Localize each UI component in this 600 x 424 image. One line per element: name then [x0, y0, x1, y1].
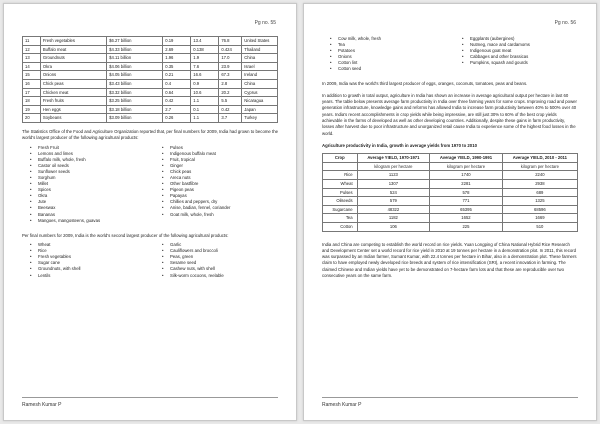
- table-cell: 1669: [502, 214, 577, 223]
- table-cell: 1.1: [191, 114, 219, 123]
- table-cell: Onions: [40, 71, 106, 80]
- list-item: • Cauliflowers and broccoli: [162, 248, 278, 254]
- table-cell: $4.33 billion: [107, 45, 163, 54]
- table-cell: Groundnuts: [40, 54, 106, 63]
- list-item: • Bananas: [30, 212, 146, 218]
- table-cell: 0.9: [191, 79, 219, 88]
- table-cell: 76.8: [219, 37, 242, 46]
- table-cell: 0.64: [163, 88, 191, 97]
- table-cell: 20: [23, 114, 41, 123]
- paragraph-productivity: In addition to growth in total output, agriculture in India has shown an increase in average agricultural output per hectare in last 60 years. The table below presents average farm productivity in India over three farming years for some crops. Improving road and power generation infrastructure, knowledge gains and reforms has allowed India to increase farm productivity between 40% to 500% over 40 years. India's recent accomplishments in crop yields while being impressive, are still just 30% to 60% of the best crop yields achievable in the farms of developed as well as other developing countries. Additionally, despite these gains in farm productivity, losses after harvest due to poor infrastructure and unorganized retail cause India to experience some of the highest food losses in the world.: [322, 92, 577, 136]
- right-page-content: [322, 36, 578, 279]
- table-row: [323, 188, 578, 197]
- table-row: [323, 222, 578, 231]
- table-cell: Nicaragua: [242, 97, 278, 106]
- table-cell: $3.32 billion: [107, 88, 163, 97]
- table-cell: 225: [430, 222, 503, 231]
- table-cell: 17.0: [219, 54, 242, 63]
- table-cell: 106: [357, 222, 430, 231]
- table-cell: 68596: [502, 205, 577, 214]
- table-row: [323, 180, 578, 189]
- table-row: [323, 171, 578, 180]
- table-cell: 524: [357, 188, 430, 197]
- table-cell: Tea: [323, 214, 358, 223]
- table-cell: Wheat: [323, 180, 358, 189]
- table-cell: Japan: [242, 105, 278, 114]
- table-cell: 578: [430, 188, 503, 197]
- table-cell: Pulses: [323, 188, 358, 197]
- table-cell: 3.7: [219, 114, 242, 123]
- yield-table-unit: kilogram per hectare: [502, 162, 577, 171]
- table-cell: 10.6: [191, 88, 219, 97]
- table-cell: 7.6: [191, 62, 219, 71]
- table-cell: Chicken meat: [40, 88, 106, 97]
- table-cell: 1652: [430, 214, 503, 223]
- list-item: • Lentils: [30, 273, 146, 279]
- list-item: • Wheat: [30, 242, 146, 248]
- table-cell: 65395: [430, 205, 503, 214]
- table-row: [23, 62, 278, 71]
- yield-table-header: Average YIELD, 2010 - 2011: [502, 154, 577, 163]
- yield-table-unit: kilogram per hectare: [430, 162, 503, 171]
- yield-table-header: Crop: [323, 154, 358, 163]
- table-row: [23, 37, 278, 46]
- table-cell: 1307: [357, 180, 430, 189]
- table-cell: Cyprus: [242, 88, 278, 97]
- table-cell: 0.4: [163, 79, 191, 88]
- paragraph-rice-record: India and China are competing to establish the world record on rice yields. Yuan Longping of China National Hybrid Rice Research and Development Center set a world record for rice yield in 2010 at 19 tonnes per hectare in a demonstration plot. In 2011, this record was surpassed by an Indian farmer, Sumant Kumar, with 22.4 tonnes per hectare in Bihar, also in a demonstration plot. These farmers claim to have employed newly developed rice breeds and system of rice intensification (SRI), a recent innovation in farming. The claimed Chinese and Indian yields have yet to be demonstrated on 7-hectare farm lots and that these are reproducible over two consecutive years on the same farm.: [322, 241, 577, 279]
- table-cell: Rice: [323, 171, 358, 180]
- list-item: • Cotton seed: [330, 66, 446, 72]
- table-cell: Hen eggs: [40, 105, 106, 114]
- list-item: • Peas, green: [162, 254, 278, 260]
- table-row: [23, 105, 278, 114]
- left-page: [3, 3, 297, 421]
- list-item: • Ginger: [162, 163, 278, 169]
- list-item: • Chick peas: [162, 169, 278, 175]
- table-row: [23, 97, 278, 106]
- table-cell: $4.06 billion: [107, 62, 163, 71]
- table-row: [23, 88, 278, 97]
- table-cell: Turkey: [242, 114, 278, 123]
- list-item: • Pulses: [162, 145, 278, 151]
- table-cell: 1182: [357, 214, 430, 223]
- list-item: • Sesame seed: [162, 260, 278, 266]
- list-item: • Nutmeg, mace and cardamoms: [462, 42, 578, 48]
- list-item: • Castor oil seeds: [30, 163, 146, 169]
- table-cell: 0.1: [191, 105, 219, 114]
- list-item: • Potatoes: [330, 48, 446, 54]
- list-item: • Other bastfibre: [162, 181, 278, 187]
- list-item: • Papayas: [162, 193, 278, 199]
- table-row: [23, 45, 278, 54]
- table-cell: 15: [23, 71, 41, 80]
- table-cell: 48322: [357, 205, 430, 214]
- page-footer: Ramesh Kumar P: [22, 402, 62, 408]
- list-item: • Groundnuts, with shell: [30, 266, 146, 272]
- table-cell: 67.3: [219, 71, 242, 80]
- table-cell: 19: [23, 105, 41, 114]
- table-cell: 2.69: [163, 45, 191, 54]
- table-cell: Ireland: [242, 71, 278, 80]
- table-row: [323, 205, 578, 214]
- second-largest-list-continued: [322, 36, 578, 73]
- table-cell: 13.4: [191, 37, 219, 46]
- list-item: • Cashew nuts, with shell: [162, 266, 278, 272]
- table-cell: 0.26: [163, 114, 191, 123]
- table-row: [323, 197, 578, 206]
- table-cell: 2240: [502, 171, 577, 180]
- list-item: • Chillies and peppers, dry: [162, 199, 278, 205]
- page-number: Pg no. 56: [554, 20, 576, 26]
- table-row: [23, 114, 278, 123]
- list-item: • Cow milk, whole, fresh: [330, 36, 446, 42]
- table-cell: $6.27 billion: [107, 37, 163, 46]
- yield-table-header: Average YIELD, 1990-1991: [430, 154, 503, 163]
- yield-table-header: Average YIELD, 1970-1971: [357, 154, 430, 163]
- table-cell: 16.6: [191, 71, 219, 80]
- list-item: • Millet: [30, 181, 146, 187]
- table-cell: 1123: [357, 171, 430, 180]
- footer-divider: [22, 397, 278, 398]
- list-item: • Onions: [330, 54, 446, 60]
- list-item: • Cotton lint: [330, 60, 446, 66]
- table-cell: Cotton: [323, 222, 358, 231]
- list-item: • Okra: [30, 193, 146, 199]
- page-number: Pg no. 55: [254, 20, 276, 26]
- table-cell: $4.11 billion: [107, 54, 163, 63]
- list-item: • Indigenous goat meat: [462, 48, 578, 54]
- table-cell: $3.18 billion: [107, 105, 163, 114]
- list-item: • Sunflower seeds: [30, 169, 146, 175]
- list-item: • Jute: [30, 199, 146, 205]
- list-item: • Rice: [30, 248, 146, 254]
- table-cell: Israel: [242, 62, 278, 71]
- table-cell: Thailand: [242, 45, 278, 54]
- list-item: • Silk-worm cocoons, reelable: [162, 273, 278, 279]
- table-cell: Fresh vegetables: [40, 37, 106, 46]
- largest-producer-list: [22, 145, 278, 224]
- table-cell: $3.25 billion: [107, 97, 163, 106]
- table-cell: China: [242, 79, 278, 88]
- list-item: • Spices: [30, 187, 146, 193]
- list-item: • Garlic: [162, 242, 278, 248]
- second-largest-list: [22, 242, 278, 279]
- list-item: • Fresh vegetables: [30, 254, 146, 260]
- table-row: [23, 71, 278, 80]
- list-item: • Cabbages and other brassicas: [462, 54, 578, 60]
- table-cell: 1740: [430, 171, 503, 180]
- table-cell: 0.138: [191, 45, 219, 54]
- paragraph-second-largest: Per final numbers for 2009, India is the world's second largest producer of the following agricultural products:: [22, 232, 229, 238]
- list-item: • Fresh Fruit: [30, 145, 146, 151]
- table-cell: 2.7: [163, 105, 191, 114]
- table-cell: Okra: [40, 62, 106, 71]
- list-item: • Tea: [330, 42, 446, 48]
- table-cell: 2281: [430, 180, 503, 189]
- table-row: [23, 79, 278, 88]
- left-page-content: [22, 36, 278, 279]
- list-item: • Pigeon peas: [162, 187, 278, 193]
- table-cell: China: [242, 54, 278, 63]
- list-item: • Fruit, tropical: [162, 157, 278, 163]
- table-cell: 0.19: [163, 37, 191, 46]
- yield-table-units-row: [323, 162, 578, 171]
- table-cell: 11: [23, 37, 41, 46]
- table-cell: 579: [357, 197, 430, 206]
- table-cell: 1.9: [191, 54, 219, 63]
- list-item: • Goat milk, whole, fresh: [162, 212, 278, 218]
- yield-table-unit: [323, 162, 358, 171]
- table-cell: 12: [23, 45, 41, 54]
- table-cell: 20.2: [219, 88, 242, 97]
- yield-table: [322, 153, 578, 231]
- yield-table-unit: kilogram per hectare: [357, 162, 430, 171]
- list-item: • Mangoes, mangosteens, guavas: [30, 218, 146, 224]
- table-cell: $3.43 billion: [107, 79, 163, 88]
- list-item: • Sugar cane: [30, 260, 146, 266]
- list-item: • Areca nuts: [162, 175, 278, 181]
- table-cell: 13: [23, 54, 41, 63]
- table-cell: 18: [23, 97, 41, 106]
- table-cell: 14: [23, 62, 41, 71]
- table-cell: 5.5: [219, 97, 242, 106]
- table-cell: Oilseeds: [323, 197, 358, 206]
- table-cell: 1.1: [191, 97, 219, 106]
- productivity-table-title: Agriculture productivity in India, growth in average yields from 1970 to 2010: [322, 142, 477, 148]
- table-cell: 0.42: [163, 97, 191, 106]
- table-cell: 0.42: [219, 105, 242, 114]
- list-item: • Sorghum: [30, 175, 146, 181]
- top-products-table: [22, 36, 278, 123]
- table-cell: 17: [23, 88, 41, 97]
- table-cell: 2.8: [219, 79, 242, 88]
- table-cell: 23.9: [219, 62, 242, 71]
- list-item: • Eggplants (aubergines): [462, 36, 578, 42]
- table-cell: 0.21: [163, 71, 191, 80]
- table-cell: 0.424: [219, 45, 242, 54]
- table-cell: 771: [430, 197, 503, 206]
- list-item: • Beeswax: [30, 205, 146, 211]
- table-cell: 510: [502, 222, 577, 231]
- paragraph-third-largest: In 2009, India was the world's third largest producer of eggs, oranges, coconuts, tomatoes, peas and beans.: [322, 80, 528, 86]
- table-cell: United States: [242, 37, 278, 46]
- table-cell: Sugarcane: [323, 205, 358, 214]
- list-item: • Pumpkins, squash and gourds: [462, 60, 578, 66]
- list-item: • Anise, badian, fennel, coriander: [162, 205, 278, 211]
- list-item: • Indigenous buffalo meat: [162, 151, 278, 157]
- table-cell: Chick peas: [40, 79, 106, 88]
- page-footer: Ramesh Kumar P: [322, 402, 362, 408]
- table-cell: 1.96: [163, 54, 191, 63]
- table-cell: 16: [23, 79, 41, 88]
- right-page: [303, 3, 597, 421]
- table-cell: $3.09 billion: [107, 114, 163, 123]
- list-item: • Lemons and limes: [30, 151, 146, 157]
- footer-divider: [322, 397, 578, 398]
- table-cell: Buffalo meat: [40, 45, 106, 54]
- table-cell: 0.35: [163, 62, 191, 71]
- table-cell: $4.05 billion: [107, 71, 163, 80]
- table-row: [23, 54, 278, 63]
- table-cell: 1325: [502, 197, 577, 206]
- table-row: [323, 214, 578, 223]
- table-cell: 2938: [502, 180, 577, 189]
- table-cell: 689: [502, 188, 577, 197]
- table-cell: Fresh fruits: [40, 97, 106, 106]
- paragraph-largest-producer: The Statistics Office of the Food and Agriculture Organization reported that, per final numbers for 2009, India had grown to become the world's largest producer of the following agricultural products:: [22, 128, 278, 141]
- table-cell: Soybeans: [40, 114, 106, 123]
- list-item: • Buffalo milk, whole, fresh: [30, 157, 146, 163]
